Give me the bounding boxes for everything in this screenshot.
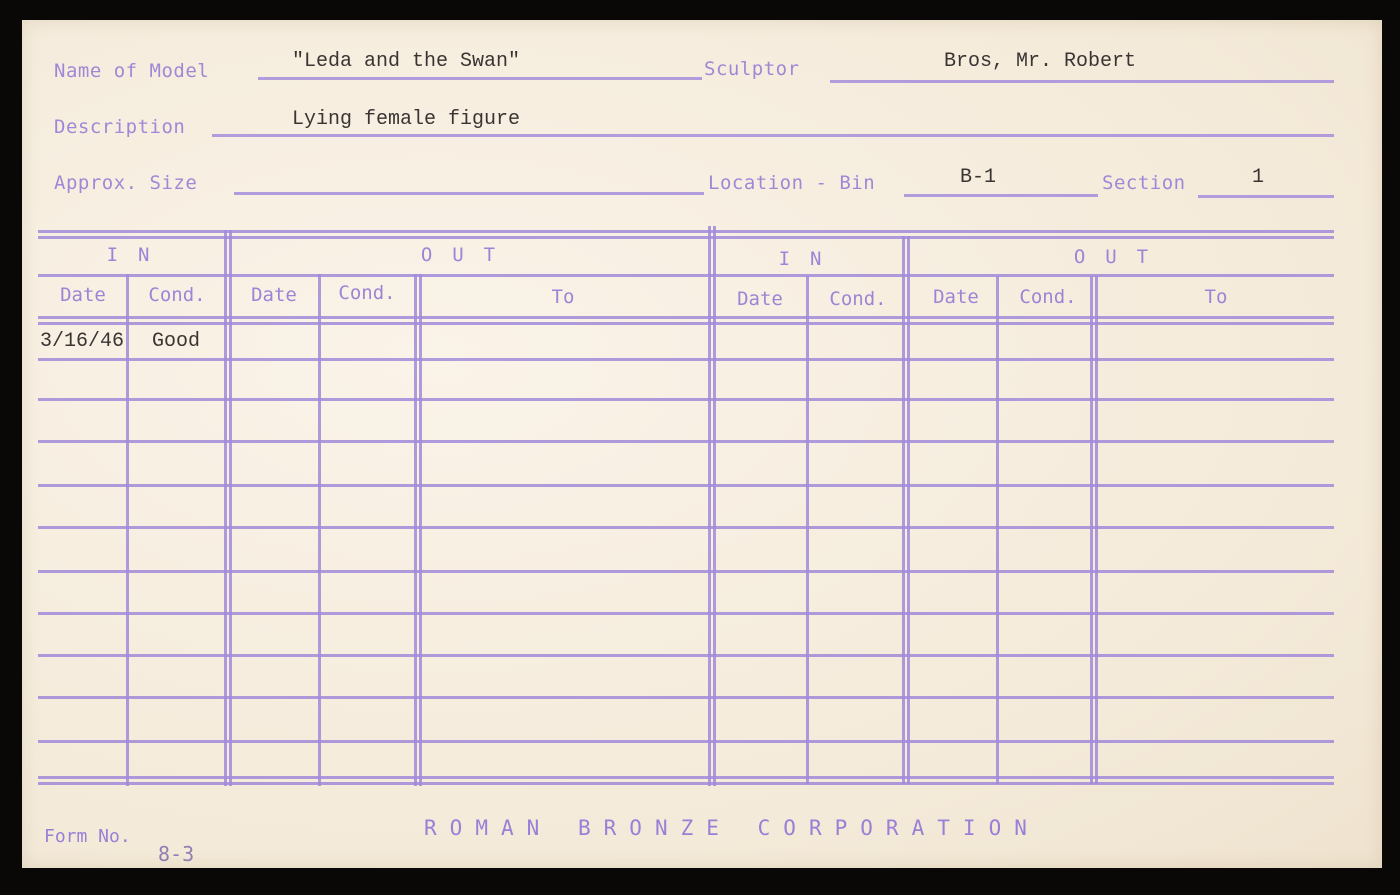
col-header-out-cond-1: Cond. (338, 282, 396, 304)
model-value: "Leda and the Swan" (292, 50, 521, 73)
sculptor-value: Bros, Mr. Robert (944, 50, 1137, 73)
header-rule (38, 316, 1334, 319)
company-name: ROMAN BRONZE CORPORATION (424, 816, 1040, 840)
bin-underline (904, 194, 1098, 197)
group-header-out-2: OUT (1073, 246, 1169, 268)
row-rule (38, 526, 1334, 529)
entry-in-cond: Good (152, 330, 201, 353)
col-header-in-cond-1: Cond. (148, 284, 206, 306)
col-header-out-to-1: To (551, 286, 575, 308)
col-header-out-to-2: To (1204, 286, 1228, 308)
form-number-label: Form No. (44, 826, 131, 847)
description-value: Lying female figure (292, 108, 521, 131)
col-header-out-cond-2: Cond. (1019, 286, 1077, 308)
col-divider (806, 276, 809, 784)
col-divider (126, 274, 129, 786)
bin-value: B-1 (960, 166, 997, 189)
col-divider-group-2 (713, 226, 716, 786)
table-top-rule (38, 230, 1334, 233)
col-divider-group (708, 226, 711, 786)
col-header-in-cond-2: Cond. (829, 288, 887, 310)
row-rule (38, 696, 1334, 699)
col-divider-group-2 (229, 230, 232, 786)
record-card (22, 20, 1382, 868)
col-header-in-date-1: Date (60, 284, 106, 306)
row-rule (38, 358, 1334, 361)
table-top-rule-2 (38, 236, 1334, 239)
col-header-out-date-1: Date (251, 284, 297, 306)
section-underline (1198, 195, 1334, 198)
size-label: Approx. Size (54, 172, 198, 194)
col-header-out-date-2: Date (933, 286, 979, 308)
group-header-out-1: OUT (420, 244, 516, 266)
model-underline (258, 77, 702, 80)
section-label: Section (1102, 172, 1186, 194)
entry-in-date: 3/16/46 (40, 330, 125, 353)
table-bottom-rule (38, 776, 1334, 779)
sculptor-label: Sculptor (704, 58, 800, 80)
model-label: Name of Model (54, 60, 210, 82)
group-header-in-2: IN (778, 248, 842, 270)
table-bottom-rule-2 (38, 782, 1334, 785)
row-rule (38, 740, 1334, 743)
row-rule (38, 654, 1334, 657)
section-value: 1 (1252, 166, 1265, 189)
sculptor-underline (830, 80, 1334, 83)
form-number-value: 8-3 (158, 842, 195, 866)
row-rule (38, 484, 1334, 487)
row-rule (38, 612, 1334, 615)
row-rule (38, 440, 1334, 443)
group-header-in-1: IN (106, 244, 170, 266)
col-divider-group (902, 236, 905, 784)
size-underline (234, 192, 704, 195)
col-divider (318, 274, 321, 786)
header-rule-2 (38, 322, 1334, 325)
location-label: Location - Bin (708, 172, 876, 194)
description-label: Description (54, 116, 186, 138)
row-rule (38, 398, 1334, 401)
group-header-rule (38, 274, 1334, 277)
col-divider (414, 274, 417, 786)
col-divider (996, 276, 999, 784)
col-divider (1090, 276, 1093, 784)
col-divider-group (224, 230, 227, 786)
row-rule (38, 570, 1334, 573)
col-divider (1095, 276, 1098, 784)
col-header-in-date-2: Date (737, 288, 783, 310)
col-divider-group-2 (907, 236, 910, 784)
col-divider (419, 274, 422, 786)
description-underline (212, 134, 1334, 137)
